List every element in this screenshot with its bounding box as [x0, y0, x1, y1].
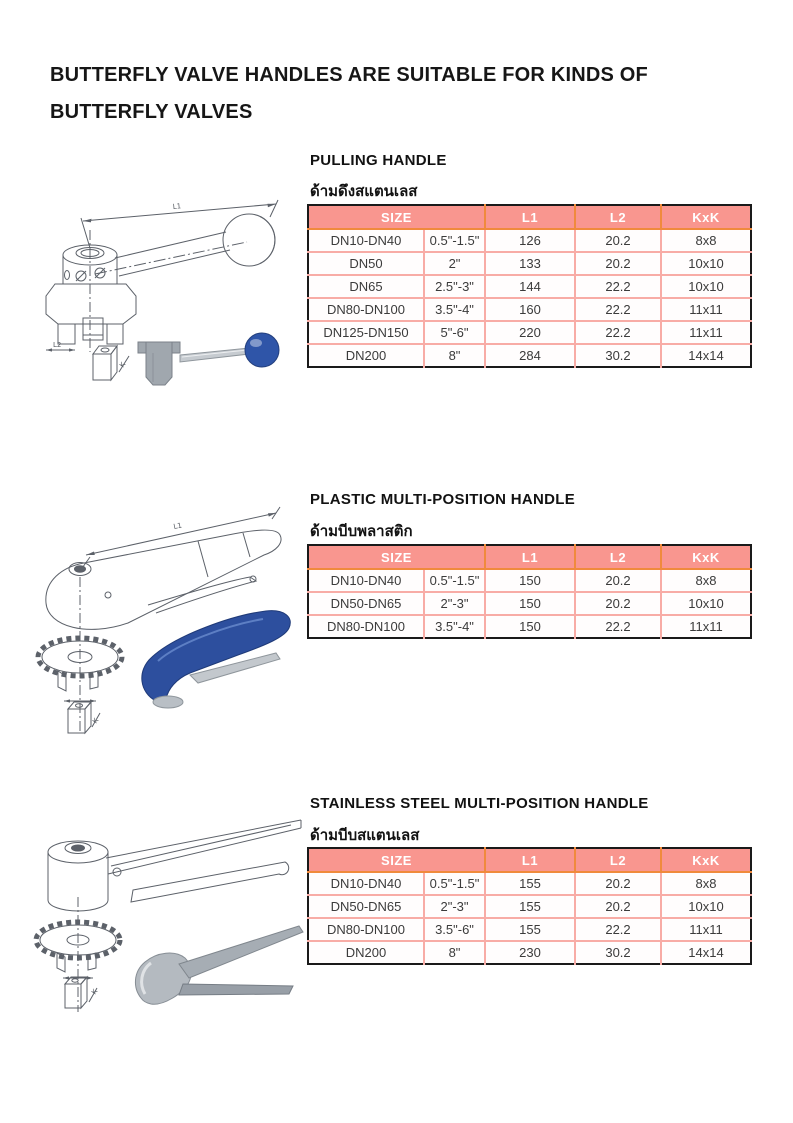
table-cell: 10x10 [661, 275, 751, 298]
table-cell: 8x8 [661, 872, 751, 895]
table-cell: DN80-DN100 [308, 918, 424, 941]
plastic-handle-photo [142, 611, 290, 708]
plastic-handle-table [307, 544, 752, 639]
table-cell: DN65 [308, 275, 424, 298]
table-cell: 8" [424, 941, 485, 964]
table-cell: 8x8 [661, 569, 751, 592]
col-header-l1: L1 [485, 545, 575, 569]
table-cell: 150 [485, 569, 575, 592]
table-cell: 155 [485, 918, 575, 941]
table-cell: 284 [485, 344, 575, 367]
page-title [50, 57, 750, 131]
section-heading-stainless-handle: STAINLESS STEEL MULTI-POSITION HANDLE [310, 795, 649, 812]
table-cell: 2"-3" [424, 592, 485, 615]
table-cell: 0.5"-1.5" [424, 569, 485, 592]
table-row [308, 298, 751, 321]
table-cell: DN10-DN40 [308, 872, 424, 895]
table-cell: 11x11 [661, 918, 751, 941]
table-row [308, 344, 751, 367]
table-header-row [308, 848, 751, 872]
col-header-l2: L2 [575, 848, 661, 872]
page-title-line1: BUTTERFLY VALVE HANDLES ARE SUITABLE FOR KINDS OF [50, 64, 648, 86]
section-heading-plastic-handle: PLASTIC MULTI-POSITION HANDLE [310, 491, 576, 508]
table-cell: 20.2 [575, 252, 661, 275]
table-cell: 5"-6" [424, 321, 485, 344]
dim-label-l1: L1 [172, 521, 183, 531]
table-cell: DN50-DN65 [308, 895, 424, 918]
table-cell: 22.2 [575, 275, 661, 298]
stainless-handle-drawing [33, 812, 308, 1017]
dim-label-k: K [90, 987, 100, 997]
table-cell: DN50 [308, 252, 424, 275]
table-row [308, 252, 751, 275]
table-row [308, 872, 751, 895]
col-header-kxk: KxK [661, 545, 751, 569]
table-cell: 155 [485, 872, 575, 895]
table-cell: 220 [485, 321, 575, 344]
table-cell: 230 [485, 941, 575, 964]
plastic-handle-drawing [28, 505, 298, 735]
stainless-handle-photo [135, 926, 303, 1004]
table-cell: DN80-DN100 [308, 298, 424, 321]
page-title-line2: BUTTERFLY VALVES [50, 101, 253, 123]
dim-label-k: K [118, 360, 128, 370]
table-cell: 0.5"-1.5" [424, 872, 485, 895]
table-cell: 150 [485, 615, 575, 638]
table-cell: 2"-3" [424, 895, 485, 918]
table-cell: DN10-DN40 [308, 229, 424, 252]
table-cell: 20.2 [575, 895, 661, 918]
col-header-l1: L1 [485, 848, 575, 872]
table-row [308, 229, 751, 252]
col-header-kxk: KxK [661, 205, 751, 229]
table-cell: 20.2 [575, 229, 661, 252]
section-heading-pulling-handle: PULLING HANDLE [310, 152, 447, 169]
table-cell: 22.2 [575, 918, 661, 941]
col-header-l1: L1 [485, 205, 575, 229]
table-cell: 8x8 [661, 229, 751, 252]
table-row [308, 592, 751, 615]
stainless-handle-table [307, 847, 752, 965]
dim-label-l1: L1 [172, 202, 182, 211]
table-cell: 126 [485, 229, 575, 252]
col-header-size: SIZE [308, 545, 485, 569]
table-row [308, 941, 751, 964]
table-cell: DN125-DN150 [308, 321, 424, 344]
table-cell: 2.5"-3" [424, 275, 485, 298]
dim-label-k: K [91, 716, 101, 726]
table-cell: 22.2 [575, 298, 661, 321]
pulling-handle-drawing [35, 192, 300, 397]
table-header-row [308, 545, 751, 569]
table-cell: 10x10 [661, 592, 751, 615]
table-cell: 8" [424, 344, 485, 367]
table-cell: 150 [485, 592, 575, 615]
table-cell: 30.2 [575, 344, 661, 367]
table-cell: DN50-DN65 [308, 592, 424, 615]
section-thai-pulling-handle: ด้ามดึงสแตนเลส [310, 183, 418, 200]
table-row [308, 569, 751, 592]
table-cell: 3.5"-4" [424, 615, 485, 638]
table-cell: 30.2 [575, 941, 661, 964]
table-cell: DN10-DN40 [308, 569, 424, 592]
col-header-kxk: KxK [661, 848, 751, 872]
table-cell: 0.5"-1.5" [424, 229, 485, 252]
table-cell: 144 [485, 275, 575, 298]
col-header-l2: L2 [575, 545, 661, 569]
table-cell: 14x14 [661, 941, 751, 964]
table-cell: 11x11 [661, 298, 751, 321]
section-thai-stainless-handle: ด้ามบีบสแตนเลส [310, 827, 420, 844]
col-header-size: SIZE [308, 848, 485, 872]
table-cell: 11x11 [661, 321, 751, 344]
table-cell: 10x10 [661, 895, 751, 918]
table-row [308, 275, 751, 298]
col-header-l2: L2 [575, 205, 661, 229]
table-cell: 155 [485, 895, 575, 918]
table-cell: 20.2 [575, 592, 661, 615]
table-cell: 22.2 [575, 321, 661, 344]
table-cell: 160 [485, 298, 575, 321]
table-cell: DN80-DN100 [308, 615, 424, 638]
table-cell: 2" [424, 252, 485, 275]
pulling-handle-photo [138, 333, 279, 385]
pulling-handle-table [307, 204, 752, 368]
dim-label-l2: L2 [53, 341, 62, 349]
table-cell: 10x10 [661, 252, 751, 275]
col-header-size: SIZE [308, 205, 485, 229]
table-cell: 22.2 [575, 615, 661, 638]
table-header-row [308, 205, 751, 229]
table-row [308, 895, 751, 918]
section-thai-plastic-handle: ด้ามบีบพลาสติก [310, 523, 413, 540]
table-row [308, 918, 751, 941]
table-cell: 3.5"-4" [424, 298, 485, 321]
table-cell: 20.2 [575, 569, 661, 592]
table-row [308, 321, 751, 344]
table-cell: 133 [485, 252, 575, 275]
table-cell: DN200 [308, 344, 424, 367]
table-cell: 14x14 [661, 344, 751, 367]
table-row [308, 615, 751, 638]
table-cell: 11x11 [661, 615, 751, 638]
table-cell: 3.5"-6" [424, 918, 485, 941]
table-cell: DN200 [308, 941, 424, 964]
table-cell: 20.2 [575, 872, 661, 895]
